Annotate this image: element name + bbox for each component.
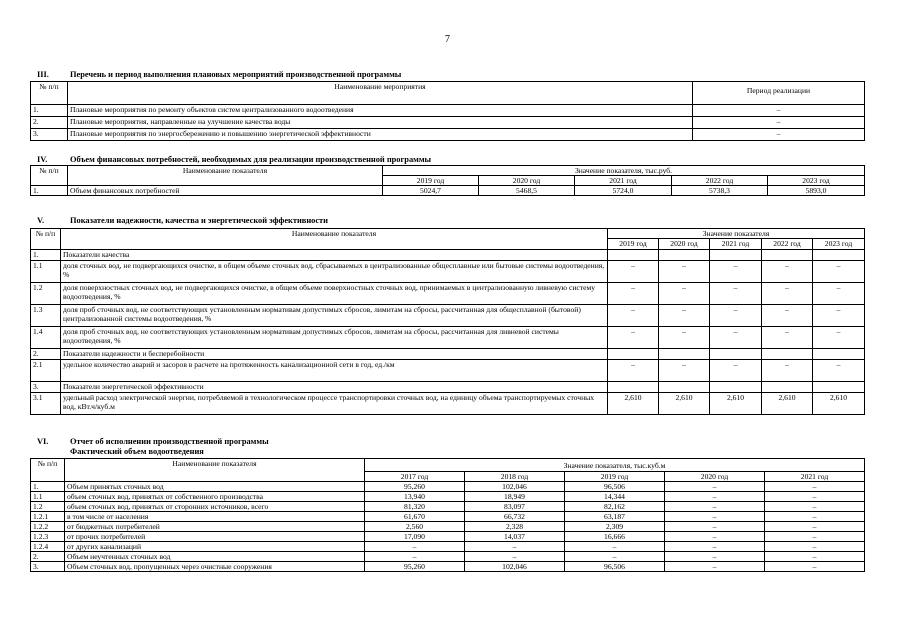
section-4-title: Объем финансовых потребностей, необходимых для реализации производственной программы bbox=[70, 155, 432, 164]
row-name: Объем неучтенных сточных вод bbox=[65, 552, 365, 562]
row-no: 1.2.1 bbox=[31, 512, 65, 522]
row-value: – bbox=[365, 552, 465, 562]
row-value: – bbox=[710, 305, 762, 327]
row-value: – bbox=[659, 360, 710, 382]
row-value bbox=[710, 349, 762, 360]
table-row bbox=[31, 186, 865, 196]
row-value: 2,328 bbox=[465, 522, 565, 532]
row-name: удельный расход электрической энергии, потребляемой в технологическом процессе транспортировки сточных вод, на единицу объема транспортируемых сточных вод, кВт.ч/куб.м bbox=[61, 393, 608, 415]
table-4-financial-needs bbox=[30, 165, 865, 196]
row-no: 1. bbox=[31, 186, 68, 196]
section-5-heading bbox=[37, 216, 328, 225]
row-no: 2. bbox=[31, 552, 65, 562]
row-value bbox=[608, 382, 659, 393]
table-row bbox=[31, 129, 865, 141]
row-value: – bbox=[813, 261, 865, 283]
row-value: – bbox=[762, 283, 813, 305]
row-value bbox=[762, 250, 813, 261]
row-value: 95,260 bbox=[365, 562, 465, 572]
row-value: – bbox=[665, 512, 765, 522]
row-value bbox=[608, 250, 659, 261]
row-name: от прочих потребителей bbox=[65, 532, 365, 542]
row-value: – bbox=[665, 482, 765, 492]
row-value bbox=[813, 349, 865, 360]
row-value: 82,162 bbox=[565, 502, 665, 512]
row-value: – bbox=[565, 542, 665, 552]
row-value: 61,670 bbox=[365, 512, 465, 522]
row-no: 2. bbox=[31, 349, 61, 360]
row-value bbox=[659, 382, 710, 393]
row-value: – bbox=[765, 522, 865, 532]
row-value: – bbox=[765, 552, 865, 562]
table-6-actual-wastewater-volume bbox=[30, 458, 865, 572]
row-value: – bbox=[608, 283, 659, 305]
header-value: Значение показателя, тыс.куб.м bbox=[365, 459, 865, 472]
row-value: – bbox=[665, 532, 765, 542]
table-row bbox=[31, 261, 865, 283]
row-name: Показатели надежности и бесперебойности bbox=[61, 349, 608, 360]
header-year: 2022 год bbox=[762, 239, 813, 250]
row-no: 3.1 bbox=[31, 393, 61, 415]
row-value bbox=[710, 250, 762, 261]
header-year: 2021 год bbox=[710, 239, 762, 250]
row-name: удельное количество аварий и засоров в расчете на протяженность канализационной сети в год, ед./км bbox=[61, 360, 608, 382]
table-row bbox=[31, 283, 865, 305]
row-value: 96,506 bbox=[565, 562, 665, 572]
row-value: 2,309 bbox=[565, 522, 665, 532]
row-period: – bbox=[693, 129, 865, 141]
row-value: – bbox=[813, 283, 865, 305]
header-year: 2017 год bbox=[365, 472, 465, 482]
table-row bbox=[31, 117, 865, 129]
table-row bbox=[31, 305, 865, 327]
row-value: 5468,5 bbox=[479, 186, 575, 196]
header-value: Значение показателя, тыс.руб. bbox=[383, 166, 865, 176]
table-row bbox=[31, 482, 865, 492]
row-no: 1.1 bbox=[31, 492, 65, 502]
page-number: 7 bbox=[445, 34, 450, 45]
row-value: – bbox=[710, 261, 762, 283]
row-value bbox=[659, 349, 710, 360]
row-no: 1. bbox=[31, 105, 68, 117]
row-value bbox=[710, 382, 762, 393]
row-value bbox=[813, 382, 865, 393]
row-no: 3. bbox=[31, 382, 61, 393]
header-year: 2020 год bbox=[479, 176, 575, 186]
row-value: 66,732 bbox=[465, 512, 565, 522]
row-name: доля сточных вод, не подвергающихся очистке, в общем объеме сточных вод, сбрасываемых в централизованные общесплавные или бытовые системы водоотведения, % bbox=[61, 261, 608, 283]
row-value: 17,090 bbox=[365, 532, 465, 542]
row-no: 1. bbox=[31, 250, 61, 261]
row-value: – bbox=[608, 305, 659, 327]
header-no: № п/п bbox=[31, 82, 68, 105]
row-no: 3. bbox=[31, 562, 65, 572]
row-no: 1. bbox=[31, 482, 65, 492]
row-value: – bbox=[665, 502, 765, 512]
row-name: Плановые мероприятия по ремонту объектов систем централизованного водоотведения bbox=[68, 105, 693, 117]
header-no: № п/п bbox=[31, 229, 61, 250]
row-period: – bbox=[693, 117, 865, 129]
row-name: Показатели качества bbox=[61, 250, 608, 261]
row-no: 1.1 bbox=[31, 261, 61, 283]
row-value: – bbox=[765, 512, 865, 522]
row-no: 1.2 bbox=[31, 502, 65, 512]
table-row bbox=[31, 327, 865, 349]
row-value: – bbox=[608, 360, 659, 382]
row-value: – bbox=[659, 305, 710, 327]
row-value bbox=[608, 349, 659, 360]
header-no: № п/п bbox=[31, 166, 68, 186]
row-value: 2,610 bbox=[813, 393, 865, 415]
row-value bbox=[762, 349, 813, 360]
row-value: 63,187 bbox=[565, 512, 665, 522]
row-value: 102,046 bbox=[465, 482, 565, 492]
row-value: 2,610 bbox=[710, 393, 762, 415]
row-value: 5024,7 bbox=[383, 186, 479, 196]
section-6-number: VI. bbox=[37, 437, 49, 446]
row-name: объем сточных вод, принятых от собственного производства bbox=[65, 492, 365, 502]
header-year: 2019 год bbox=[565, 472, 665, 482]
row-value: 81,320 bbox=[365, 502, 465, 512]
header-indicator-name: Наименование показателя bbox=[65, 459, 365, 482]
row-value: 13,940 bbox=[365, 492, 465, 502]
section-3-heading bbox=[37, 70, 401, 79]
row-value: – bbox=[710, 360, 762, 382]
table-row bbox=[31, 532, 865, 542]
row-value: 14,037 bbox=[465, 532, 565, 542]
row-value: – bbox=[813, 327, 865, 349]
table-row bbox=[31, 522, 865, 532]
section-4-number: IV. bbox=[37, 155, 48, 164]
row-value: – bbox=[813, 360, 865, 382]
section-3-title: Перечень и период выполнения плановых мероприятий производственной программы bbox=[70, 70, 402, 79]
header-year: 2018 год bbox=[465, 472, 565, 482]
row-no: 1.2 bbox=[31, 283, 61, 305]
row-value: 96,506 bbox=[565, 482, 665, 492]
row-no: 1.4 bbox=[31, 327, 61, 349]
row-value: 102,046 bbox=[465, 562, 565, 572]
header-year: 2019 год bbox=[608, 239, 659, 250]
row-no: 2.1 bbox=[31, 360, 61, 382]
row-name: Показатели энергетической эффективности bbox=[61, 382, 608, 393]
table-row bbox=[31, 349, 865, 360]
header-indicator-name: Наименование показателя bbox=[61, 229, 608, 250]
section-3-number: III. bbox=[37, 70, 49, 79]
row-name: объем сточных вод, принятых от сторонних источников, всего bbox=[65, 502, 365, 512]
header-year: 2023 год bbox=[813, 239, 865, 250]
row-no: 3. bbox=[31, 129, 68, 141]
section-6-heading bbox=[37, 437, 269, 446]
row-value: 16,666 bbox=[565, 532, 665, 542]
row-value: – bbox=[465, 552, 565, 562]
row-value: – bbox=[762, 305, 813, 327]
row-no: 1.2.2 bbox=[31, 522, 65, 532]
row-value: 2,610 bbox=[762, 393, 813, 415]
table-row bbox=[31, 393, 865, 415]
row-value: – bbox=[465, 542, 565, 552]
row-name: Объем сточных вод, пропущенных через очистные сооружения bbox=[65, 562, 365, 572]
table-row bbox=[31, 250, 865, 261]
table-row bbox=[31, 360, 865, 382]
section-4-heading bbox=[37, 155, 431, 164]
row-value: – bbox=[762, 261, 813, 283]
row-value bbox=[659, 250, 710, 261]
row-value: – bbox=[665, 522, 765, 532]
header-period: Период реализации bbox=[693, 82, 865, 105]
row-value: 95,260 bbox=[365, 482, 465, 492]
table-5-reliability-indicators bbox=[30, 228, 865, 415]
section-5-number: V. bbox=[37, 216, 45, 225]
row-value: – bbox=[665, 492, 765, 502]
row-value: – bbox=[765, 542, 865, 552]
row-no: 1.2.3 bbox=[31, 532, 65, 542]
row-name: Объем принятых сточных вод bbox=[65, 482, 365, 492]
table-row bbox=[31, 382, 865, 393]
row-value: – bbox=[765, 492, 865, 502]
row-value bbox=[762, 382, 813, 393]
row-value: 5724,0 bbox=[575, 186, 672, 196]
row-name: Объем финансовых потребностей bbox=[68, 186, 383, 196]
row-no: 1.2.4 bbox=[31, 542, 65, 552]
row-name: от бюджетных потребителей bbox=[65, 522, 365, 532]
row-name: Плановые мероприятия по энергосбережению и повышению энергетической эффективности bbox=[68, 129, 693, 141]
row-value: – bbox=[765, 502, 865, 512]
section-6-title: Отчет об исполнении производственной программы bbox=[70, 437, 269, 446]
header-year: 2021 год bbox=[765, 472, 865, 482]
row-value: – bbox=[765, 562, 865, 572]
row-value: 14,344 bbox=[565, 492, 665, 502]
header-no: № п/п bbox=[31, 459, 65, 482]
row-value: – bbox=[762, 327, 813, 349]
header-year: 2020 год bbox=[665, 472, 765, 482]
header-year: 2021 год bbox=[575, 176, 672, 186]
row-value: 2,610 bbox=[608, 393, 659, 415]
row-value: – bbox=[659, 261, 710, 283]
table-row bbox=[31, 105, 865, 117]
row-value: – bbox=[813, 305, 865, 327]
row-name: от других канализаций bbox=[65, 542, 365, 552]
header-year: 2020 год bbox=[659, 239, 710, 250]
row-value: 18,949 bbox=[465, 492, 565, 502]
row-value bbox=[813, 250, 865, 261]
row-name: доля поверхностных сточных вод, не подвергающихся очистке, в общем объеме поверхностных сточных вод, принимаемых в централизованную ливневую систему водоотведения, % bbox=[61, 283, 608, 305]
row-name: Плановые мероприятия, направленные на улучшение качества воды bbox=[68, 117, 693, 129]
row-value: – bbox=[665, 542, 765, 552]
row-value: 83,097 bbox=[465, 502, 565, 512]
row-name: доля проб сточных вод, не соответствующих установленным нормативам допустимых сбросов, лимитам на сбросы, рассчитанная для ливневой системы водоотведения, % bbox=[61, 327, 608, 349]
row-period: – bbox=[693, 105, 865, 117]
row-value: – bbox=[665, 552, 765, 562]
row-value: – bbox=[765, 532, 865, 542]
table-row bbox=[31, 552, 865, 562]
row-value: – bbox=[665, 562, 765, 572]
row-value: 2,610 bbox=[659, 393, 710, 415]
table-row bbox=[31, 492, 865, 502]
header-year: 2022 год bbox=[672, 176, 768, 186]
row-value: – bbox=[659, 283, 710, 305]
section-6-subtitle: Фактический объем водоотведения bbox=[70, 447, 204, 456]
row-value: 2,560 bbox=[365, 522, 465, 532]
row-value: – bbox=[365, 542, 465, 552]
row-value: – bbox=[762, 360, 813, 382]
row-no: 1.3 bbox=[31, 305, 61, 327]
table-row bbox=[31, 512, 865, 522]
row-value: – bbox=[765, 482, 865, 492]
table-row bbox=[31, 562, 865, 572]
row-no: 2. bbox=[31, 117, 68, 129]
row-value: – bbox=[565, 552, 665, 562]
header-activity-name: Наименование мероприятия bbox=[68, 82, 693, 105]
section-5-title: Показатели надежности, качества и энергетической эффективности bbox=[70, 216, 328, 225]
header-value: Значение показателя bbox=[608, 229, 865, 239]
row-value: – bbox=[608, 261, 659, 283]
table-row bbox=[31, 542, 865, 552]
row-value: – bbox=[659, 327, 710, 349]
table-row bbox=[31, 502, 865, 512]
row-value: 5893,0 bbox=[768, 186, 865, 196]
header-year: 2023 год bbox=[768, 176, 865, 186]
row-name: в том числе от населения bbox=[65, 512, 365, 522]
header-indicator-name: Наименование показателя bbox=[68, 166, 383, 186]
row-value: 5738,3 bbox=[672, 186, 768, 196]
row-value: – bbox=[608, 327, 659, 349]
row-name: доля проб сточных вод, не соответствующих установленным нормативам допустимых сбросов, лимитам на сбросы, рассчитанная для общесплавной (бытовой) централизованной системы водоотведения, % bbox=[61, 305, 608, 327]
row-value: – bbox=[710, 283, 762, 305]
header-year: 2019 год bbox=[383, 176, 479, 186]
row-value: – bbox=[710, 327, 762, 349]
table-3-planned-activities bbox=[30, 81, 865, 141]
